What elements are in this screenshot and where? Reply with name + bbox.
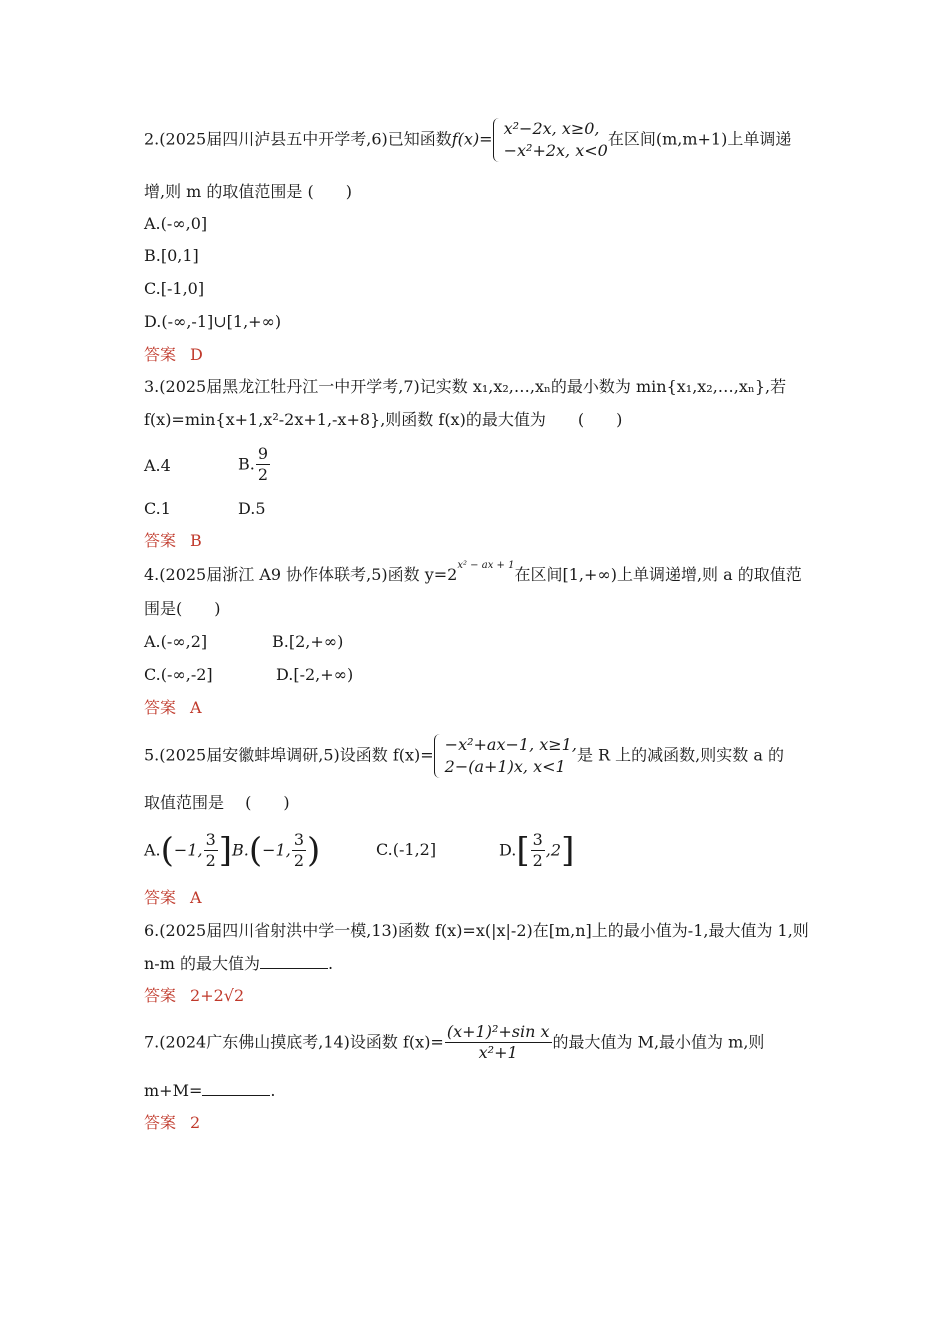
q3-answer-value: B <box>190 531 202 550</box>
q6-answer-label: 答案 <box>144 986 177 1005</box>
q5-option-b-prefix: B. <box>232 840 249 860</box>
q5-option-c: C.(-1,2] <box>376 840 437 859</box>
q6-answer <box>144 986 244 1006</box>
q5-case1: −x²+ax−1, x≥1, <box>444 735 577 754</box>
q5-option-a-open-paren: ( <box>160 830 174 871</box>
q3-option-a: A.4 <box>144 456 171 475</box>
q5-option-a <box>144 830 233 871</box>
q4-answer <box>144 698 202 718</box>
q4-option-b: B.[2,+∞) <box>272 632 344 651</box>
q3-option-b-fraction <box>256 444 270 485</box>
q5-piecewise <box>434 734 577 778</box>
q2-option-c: C.[-1,0] <box>144 279 205 298</box>
q4-exponent: x² − ax + 1 <box>457 559 515 571</box>
q4-answer-value: A <box>190 698 202 717</box>
q5-option-d-open-bracket: [ <box>516 830 530 871</box>
q2-piecewise <box>493 118 608 162</box>
q5-option-d-fraction <box>531 830 545 871</box>
q5-option-a-fraction <box>204 830 218 871</box>
q4-answer-label: 答案 <box>144 698 177 717</box>
q3-option-d: D.5 <box>238 499 266 518</box>
q5-option-d-tail: ,2 <box>545 840 562 860</box>
q5-case2: 2−(a+1)x, x<1 <box>444 757 566 776</box>
q2-fx: f(x)= <box>451 129 493 149</box>
q5-option-b-fraction <box>292 830 306 871</box>
q5-option-b-close-paren: ) <box>307 830 321 871</box>
q2-case2: −x²+2x, x<0 <box>503 141 608 160</box>
q5-brace <box>434 734 441 778</box>
q5-option-d-num: 3 <box>532 830 543 849</box>
q7-line1 <box>144 1020 764 1065</box>
q6-answer-value: 2+2√2 <box>190 986 245 1005</box>
q5-option-a-den: 2 <box>205 851 216 870</box>
q5-option-a-prefix: A. <box>144 840 161 860</box>
q3-option-b <box>238 444 271 485</box>
q2-line1 <box>144 118 791 162</box>
q4-option-d: D.[-2,+∞) <box>276 665 354 684</box>
q6-line2 <box>144 954 333 974</box>
q7-line2-pre: m+M= <box>144 1081 203 1100</box>
q7-blank <box>202 1081 270 1096</box>
q5-option-b-den: 2 <box>293 851 304 870</box>
q7-line2-post: . <box>270 1081 276 1100</box>
q5-answer-value: A <box>190 888 202 907</box>
q5-answer <box>144 888 202 908</box>
q5-options-row1 <box>144 828 320 873</box>
q2-option-a: A.(-∞,0] <box>144 214 208 233</box>
q5-line2: 取值范围是 ( ) <box>144 793 290 812</box>
q5-option-b-open-paren: ( <box>248 830 263 871</box>
q4-option-a: A.(-∞,2] <box>144 632 208 651</box>
q3-option-c: C.1 <box>144 499 171 518</box>
q5-stem: 5.(2025届安徽蚌埠调研,5)设函数 f(x)= <box>144 745 434 765</box>
q5-option-d-close-bracket: ] <box>561 830 575 871</box>
q5-option-a-close-bracket: ] <box>218 830 233 871</box>
q3-answer-label: 答案 <box>144 531 177 550</box>
q7-fraction <box>445 1022 552 1063</box>
q7-stem-after: 的最大值为 M,最小值为 m,则 <box>552 1032 765 1052</box>
q5-option-d-prefix: D. <box>499 840 517 860</box>
q2-stem-after: 在区间(m,m+1)上单调递 <box>607 129 792 149</box>
q2-stem: 2.(2025届四川泸县五中开学考,6)已知函数 <box>144 129 452 149</box>
q6-line2-pre: n-m 的最大值为 <box>144 954 260 973</box>
q5-option-a-num: 3 <box>205 830 216 849</box>
q3-option-b-num: 9 <box>257 444 269 463</box>
q7-stem: 7.(2024广东佛山摸底考,14)设函数 f(x)= <box>144 1032 444 1052</box>
q3-line1: 3.(2025届黑龙江牡丹江一中开学考,7)记实数 x₁,x₂,…,xₙ的最小数为 min{x₁,x₂,…,xₙ},若 <box>144 377 787 396</box>
q5-answer-label: 答案 <box>144 888 177 907</box>
q4-line1 <box>144 559 802 585</box>
q2-option-d: D.(-∞,-1]∪[1,+∞) <box>144 312 282 331</box>
q6-line2-post: . <box>327 954 334 973</box>
q2-answer-value: D <box>190 345 203 364</box>
q6-line1: 6.(2025届四川省射洪中学一模,13)函数 f(x)=x(|x|-2)在[m,n]上的最小值为-1,最大值为 1,则 <box>144 921 809 940</box>
q3-line2: f(x)=min{x+1,x²-2x+1,-x+8},则函数 f(x)的最大值为 ( ) <box>144 410 623 429</box>
q2-answer <box>144 345 203 365</box>
q4-line2: 围是( ) <box>144 599 221 618</box>
q3-answer <box>144 531 202 551</box>
q2-line2: 增,则 m 的取值范围是 ( ) <box>144 182 353 201</box>
q7-answer-value: 2 <box>190 1113 201 1132</box>
q5-option-a-lead: −1, <box>173 840 203 860</box>
q7-answer-label: 答案 <box>144 1113 177 1132</box>
q4-line1-post: 在区间[1,+∞)上单调递增,则 a 的取值范 <box>514 565 802 584</box>
q2-case1: x²−2x, x≥0, <box>503 119 600 138</box>
q5-line1 <box>144 734 784 778</box>
q3-option-b-prefix: B. <box>238 454 255 474</box>
q2-brace <box>493 118 500 162</box>
q5-option-b <box>232 830 321 871</box>
q6-blank <box>260 954 328 969</box>
q7-answer <box>144 1113 200 1133</box>
q5-option-b-lead: −1, <box>262 840 291 860</box>
q7-line2 <box>144 1081 275 1101</box>
q5-stem-after: 是 R 上的减函数,则实数 a 的 <box>576 745 784 765</box>
q4-line1-pre: 4.(2025届浙江 A9 协作体联考,5)函数 y=2 <box>144 565 458 584</box>
q5-option-d <box>499 828 574 873</box>
q2-option-b: B.[0,1] <box>144 246 199 265</box>
q5-option-b-num: 3 <box>293 830 304 849</box>
q5-option-d-den: 2 <box>532 851 543 870</box>
q7-numerator: (x+1)²+sin x <box>446 1022 550 1041</box>
q7-denominator: x²+1 <box>478 1043 518 1062</box>
q2-answer-label: 答案 <box>144 345 177 364</box>
q4-option-c: C.(-∞,-2] <box>144 665 213 684</box>
q3-option-b-den: 2 <box>257 465 269 484</box>
